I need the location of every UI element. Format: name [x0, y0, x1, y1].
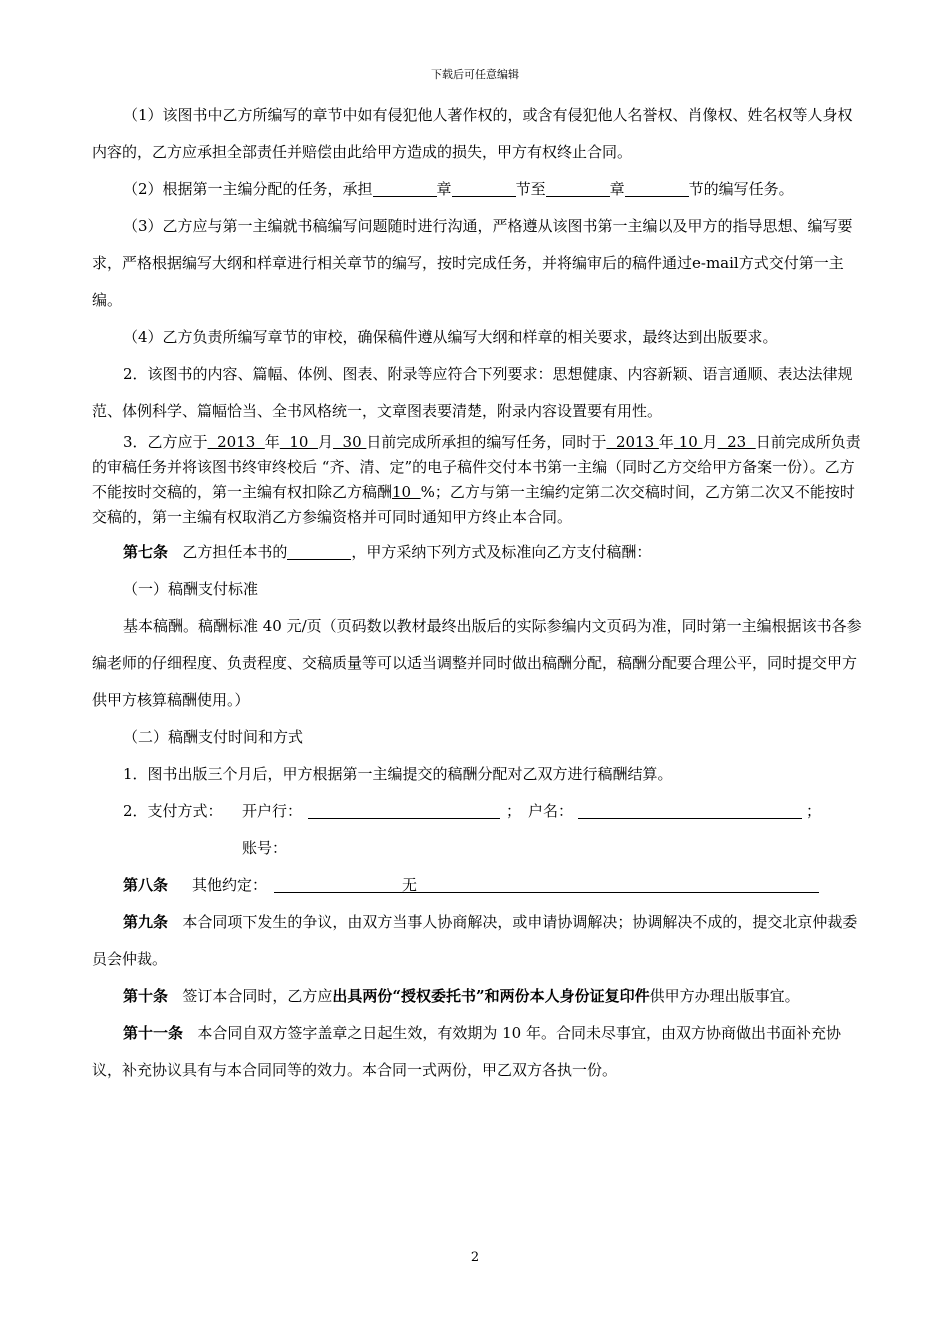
article-9: [92, 904, 862, 978]
article-10: [92, 978, 862, 1015]
deduction-percent: 10: [392, 483, 421, 501]
other-terms-line: [274, 877, 819, 893]
clause-1-1: （1）该图书中乙方所编写的章节中如有侵犯他人著作权的，或含有侵犯他人名誉权、肖像权、姓名权等人身权内容的，乙方应承担全部责任并赔偿由此给甲方造成的损失，甲方有权终止合同。: [92, 106, 853, 161]
clause-1-2-text: 节的编写任务。: [688, 180, 794, 198]
payment-label: 2．支付方式：: [123, 802, 223, 820]
article-7-title: 第七条: [123, 543, 169, 561]
page-number: 2: [470, 1250, 480, 1265]
clause-3-text: 年: [264, 433, 280, 451]
review-month: 10: [673, 433, 703, 451]
page-header: 下载后可任意编辑: [431, 68, 519, 81]
bank-blank[interactable]: [308, 803, 500, 819]
payment-row: [92, 793, 862, 830]
account-name-blank[interactable]: [578, 803, 802, 819]
other-terms-value: 无: [402, 876, 418, 894]
clause-3-text: 月: [317, 433, 333, 451]
clause-3-text: 3．乙方应于: [123, 433, 208, 451]
bank-label: 开户行：: [242, 802, 303, 820]
article-11: [92, 1015, 862, 1089]
article-11-title: 第十一条: [123, 1024, 184, 1042]
deadline-month: 10: [279, 433, 318, 451]
section-2-item-1: 1．图书出版三个月后，甲方根据第一主编提交的稿酬分配对乙双方进行稿酬结算。: [123, 765, 673, 783]
clause-3: [92, 430, 862, 530]
section-1-title: （一）稿酬支付标准: [123, 580, 259, 598]
chapter-end-blank[interactable]: [546, 181, 610, 197]
clause-1-3: （3）乙方应与第一主编就书稿编写问题随时进行沟通，严格遵从该图书第一主编以及甲方的指导思想、编写要求，严格根据编写大纲和样章进行相关章节的编写，按时完成任务，并将编审后的稿件通过e-mail方式交付第一主编。: [92, 217, 853, 309]
payment-end: ；: [806, 802, 822, 820]
deadline-year: 2013: [207, 433, 265, 451]
clause-3-text: 月: [702, 433, 718, 451]
account-number-label: 账号：: [242, 839, 288, 857]
article-9-body: 本合同项下发生的争议，由双方当事人协商解决，或申请协调解决；协调解决不成的，提交北京仲裁委员会仲裁。: [92, 913, 858, 968]
account-name-label: 户名：: [528, 802, 574, 820]
section-2-title: （二）稿酬支付时间和方式: [123, 728, 304, 746]
article-10-text: 供甲方办理出版事宜。: [649, 987, 800, 1005]
article-10-title: 第十条: [123, 987, 169, 1005]
article-7-text: 乙方担任本书的: [182, 543, 288, 561]
clause-3-text: %；乙方与第一主编约定第二次交稿时间，乙方第二次又不能按时交稿的，第一主编有权取消乙方参编资格并可同时通知甲方终止本合同。: [92, 483, 855, 526]
account-row: [92, 830, 862, 867]
article-11-body: 本合同自双方签字盖章之日起生效，有效期为 10 年。合同未尽事宜，由双方协商做出书面补充协议，补充协议具有与本合同同等的效力。本合同一式两份，甲乙双方各执一份。: [92, 1024, 841, 1079]
article-8-title: 第八条: [123, 876, 169, 894]
article-7-text: ，甲方采纳下列方式及标准向乙方支付稿酬：: [351, 543, 652, 561]
section-end-blank[interactable]: [625, 181, 689, 197]
article-8: [92, 867, 862, 904]
review-day: 23: [717, 433, 756, 451]
deadline-day: 30: [333, 433, 367, 451]
section-1-body: 基本稿酬。稿酬标准 40 元/页（页码数以教材最终出版后的实际参编内文页码为准，同时第一主编根据该书各参编老师的仔细程度、负责程度、交稿质量等可以适当调整并同时做出稿酬分配，稿酬分配要合理公平，同时提交甲方供甲方核算稿酬使用。）: [92, 617, 862, 709]
article-10-bold: 出具两份“授权委托书”和两份本人身份证复印件: [332, 987, 650, 1005]
section-start-blank[interactable]: [452, 181, 516, 197]
payment-separator: ；: [506, 802, 522, 820]
article-8-text: 其他约定：: [192, 876, 268, 894]
article-9-title: 第九条: [123, 913, 169, 931]
article-7: [92, 534, 862, 571]
article-10-text: 签订本合同时，乙方应: [182, 987, 333, 1005]
clause-1-4: （4）乙方负责所编写章节的审校，确保稿件遵从编写大纲和样章的相关要求，最终达到出版要求。: [123, 328, 778, 346]
review-year: 2013: [606, 433, 659, 451]
chapter-start-blank[interactable]: [373, 181, 437, 197]
clause-1-2-text: 节至: [515, 180, 546, 198]
clause-1-2-text: （2）根据第一主编分配的任务，承担: [123, 180, 373, 198]
clause-3-text: 年: [658, 433, 674, 451]
clause-3-text: 日前完成所承担的编写任务，同时于: [366, 433, 607, 451]
clause-3-text: 日前完成所负责的审稿任务并将该图书终审终校后 “齐、清、定”的电子稿件交付本书第一主编（同时乙方交给甲方备案一份）。乙方不能按时交稿的，第一主编有权扣除乙方稿酬: [92, 433, 861, 501]
page-content: [92, 97, 862, 1089]
clause-1-2-text: 章: [436, 180, 452, 198]
clause-2: 2．该图书的内容、篇幅、体例、图表、附录等应符合下列要求：思想健康、内容新颖、语言通顺、表达法律规范、体例科学、篇幅恰当、全书风格统一，文章图表要清楚，附录内容设置要有用性。: [92, 365, 853, 420]
role-blank[interactable]: [287, 544, 351, 560]
clause-1-2: [92, 171, 862, 208]
clause-1-2-text: 章: [609, 180, 625, 198]
